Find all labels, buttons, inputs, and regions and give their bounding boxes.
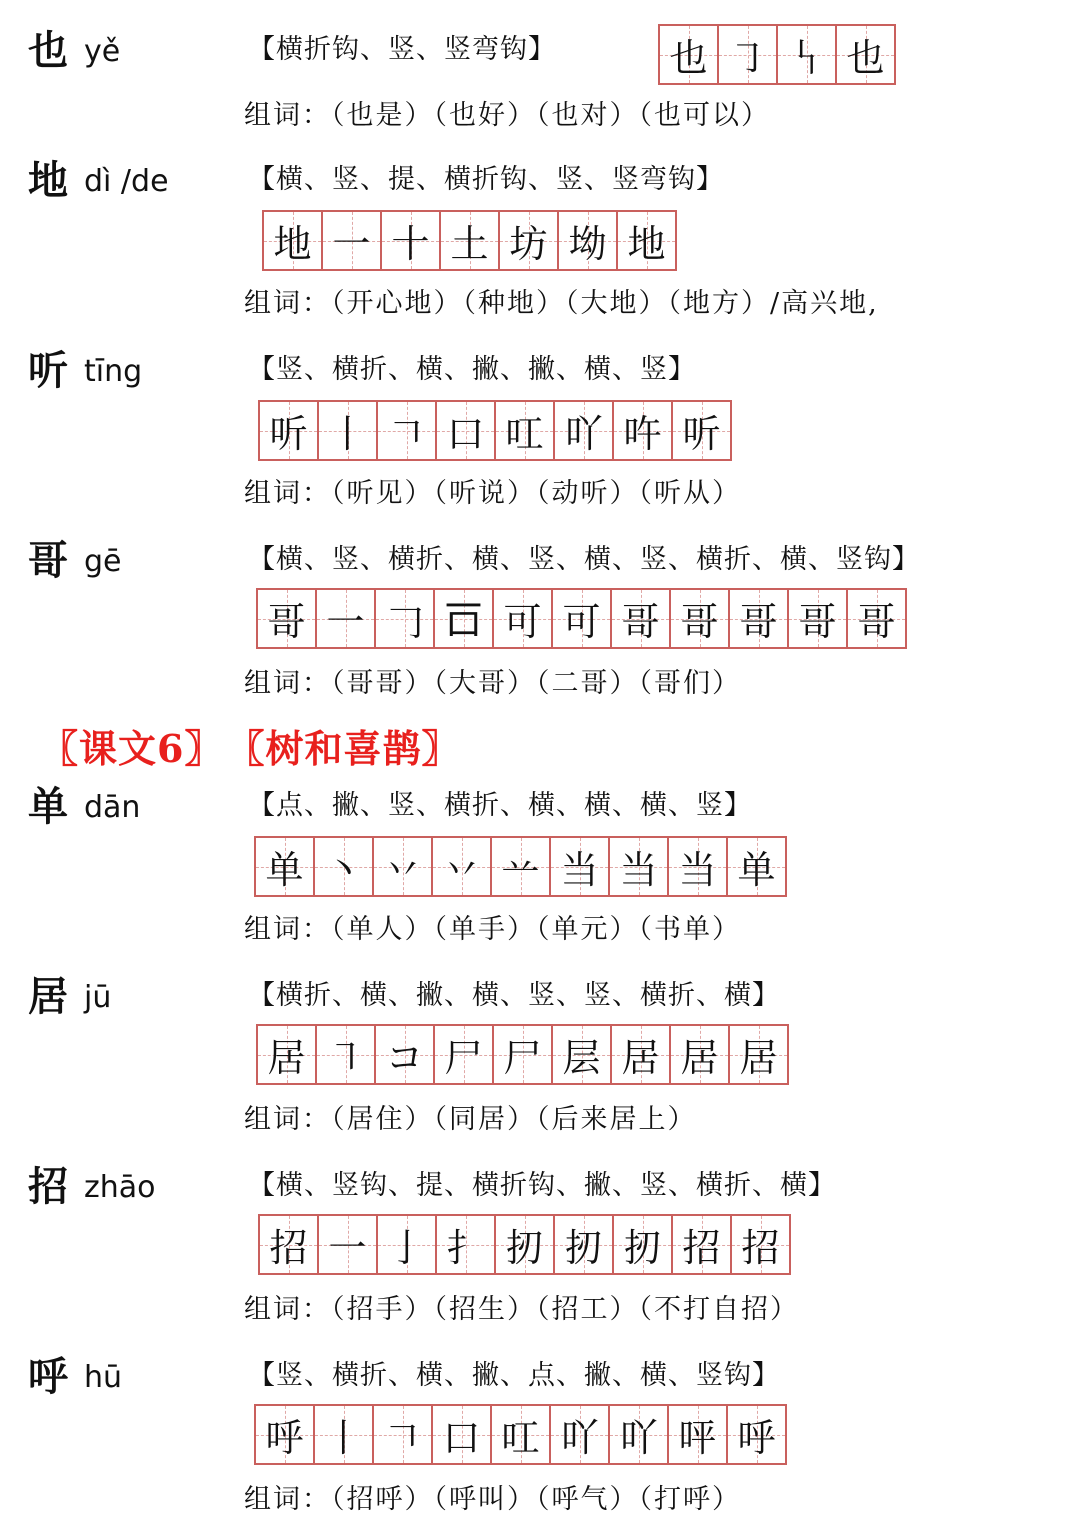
character: 也	[28, 27, 68, 74]
grid-cell: 也	[660, 26, 717, 83]
stroke-grid	[258, 1214, 791, 1275]
grid-cell: 呼	[726, 1406, 785, 1463]
character: 居	[28, 973, 68, 1020]
grid-cell: 可	[551, 590, 610, 647]
grid-cell: 扨	[553, 1216, 612, 1273]
grid-cell: 丷	[431, 838, 490, 895]
grid-cell: 叿	[490, 1406, 549, 1463]
grid-cell: コ	[374, 1026, 433, 1083]
grid-cell: 𠃌	[374, 590, 433, 647]
grid-cell: 招	[671, 1216, 730, 1273]
grid-cell: 当	[549, 838, 608, 895]
grid-cell: 地	[616, 212, 675, 269]
stroke-order: 【横折、横、撇、横、竖、竖、横折、横】	[248, 980, 780, 1011]
character: 呼	[28, 1353, 68, 1400]
stroke-grid	[256, 1024, 789, 1085]
grid-cell: 哥	[258, 590, 315, 647]
grid-cell: 一	[317, 1216, 376, 1273]
grid-cell: 丨	[317, 402, 376, 459]
grid-cell: 𠃑	[776, 26, 835, 83]
word-examples: 组词：（听见）（听说）（动听）（听从）	[244, 478, 741, 509]
grid-cell: 呯	[667, 1406, 726, 1463]
word-examples: 组词：（也是）（也好）（也对）（也可以）	[244, 100, 770, 131]
word-examples: 组词：（招呼）（呼叫）（呼气）（打呼）	[244, 1484, 741, 1515]
character: 哥	[28, 537, 68, 584]
stroke-order: 【竖、横折、横、撇、撇、横、竖】	[248, 354, 696, 385]
grid-cell: 地	[264, 212, 321, 269]
grid-cell: 哥	[787, 590, 846, 647]
grid-cell: 尸	[433, 1026, 492, 1083]
grid-cell: 𠮛	[433, 590, 492, 647]
grid-cell: 居	[669, 1026, 728, 1083]
grid-cell: 尸	[492, 1026, 551, 1083]
grid-cell: 单	[726, 838, 785, 895]
grid-cell: 哥	[610, 590, 669, 647]
pinyin: hū	[84, 1360, 123, 1395]
grid-cell: 听	[260, 402, 317, 459]
word-examples: 组词：（开心地）（种地）（大地）（地方）/高兴地,	[244, 288, 879, 319]
grid-cell: 当	[667, 838, 726, 895]
stroke-grid	[256, 588, 907, 649]
lesson-title: 〖树和喜鹊〗	[245, 726, 461, 771]
grid-cell: ㇆	[717, 26, 776, 83]
lesson-label: 〖课文6〗	[40, 726, 224, 771]
stroke-order: 【点、撇、竖、横折、横、横、横、竖】	[248, 790, 752, 821]
grid-cell: 层	[551, 1026, 610, 1083]
grid-cell: 𠃍	[376, 402, 435, 459]
grid-cell: 口	[431, 1406, 490, 1463]
grid-cell: 听	[671, 402, 730, 459]
stroke-order: 【横、竖、提、横折钩、竖、竖弯钩】	[248, 164, 724, 195]
grid-cell: 口	[435, 402, 494, 459]
grid-cell: 吖	[553, 402, 612, 459]
grid-cell: 居	[728, 1026, 787, 1083]
grid-cell: 扌	[435, 1216, 494, 1273]
word-examples: 组词：（哥哥）（大哥）（二哥）（哥们）	[244, 668, 741, 699]
grid-cell: 亅	[376, 1216, 435, 1273]
stroke-order: 【横、竖钩、提、横折钩、撇、竖、横折、横】	[248, 1170, 836, 1201]
grid-cell: 单	[256, 838, 313, 895]
grid-cell: 招	[260, 1216, 317, 1273]
stroke-grid	[258, 400, 732, 461]
grid-cell: 丷	[372, 838, 431, 895]
word-examples: 组词：（招手）（招生）（招工）（不打自招）	[244, 1294, 799, 1325]
grid-cell: 坊	[498, 212, 557, 269]
grid-cell: 哥	[669, 590, 728, 647]
grid-cell: 扨	[612, 1216, 671, 1273]
grid-cell: 吘	[612, 402, 671, 459]
grid-cell: 呼	[256, 1406, 313, 1463]
grid-cell: 哥	[846, 590, 905, 647]
grid-cell: 吖	[549, 1406, 608, 1463]
grid-cell: 也	[835, 26, 894, 83]
pinyin: dān	[84, 790, 141, 825]
grid-cell: 一	[321, 212, 380, 269]
pinyin: dì /de	[84, 164, 169, 199]
stroke-order: 【横折钩、竖、竖弯钩】	[248, 34, 556, 65]
grid-cell: 叿	[494, 402, 553, 459]
word-examples: 组词：（单人）（单手）（单元）（书单）	[244, 914, 741, 945]
stroke-order: 【横、竖、横折、横、竖、横、竖、横折、横、竖钩】	[248, 544, 920, 575]
character: 招	[28, 1163, 68, 1210]
grid-cell: 丶	[313, 838, 372, 895]
pinyin: jū	[84, 980, 112, 1015]
grid-cell: 十	[380, 212, 439, 269]
section-header	[40, 718, 482, 773]
grid-cell: 当	[608, 838, 667, 895]
word-examples: 组词：（居住）（同居）（后来居上）	[244, 1104, 697, 1135]
character: 听	[28, 347, 68, 394]
grid-cell: 丨	[313, 1406, 372, 1463]
stroke-grid	[658, 24, 896, 85]
pinyin: yě	[84, 34, 121, 69]
stroke-grid	[254, 836, 787, 897]
grid-cell: 哥	[728, 590, 787, 647]
pinyin: zhāo	[84, 1170, 156, 1205]
grid-cell: 坳	[557, 212, 616, 269]
grid-cell: 土	[439, 212, 498, 269]
grid-cell: 扨	[494, 1216, 553, 1273]
grid-cell: 招	[730, 1216, 789, 1273]
stroke-grid	[254, 1404, 787, 1465]
grid-cell: 一	[315, 590, 374, 647]
grid-cell: 吖	[608, 1406, 667, 1463]
grid-cell: 䒑	[490, 838, 549, 895]
character: 地	[28, 157, 68, 204]
grid-cell: 𠃍	[372, 1406, 431, 1463]
grid-cell: 居	[610, 1026, 669, 1083]
grid-cell: 居	[258, 1026, 315, 1083]
pinyin: gē	[84, 544, 122, 579]
stroke-order: 【竖、横折、横、撇、点、撇、横、竖钩】	[248, 1360, 780, 1391]
stroke-grid	[262, 210, 677, 271]
grid-cell: 可	[492, 590, 551, 647]
character: 单	[28, 783, 68, 830]
pinyin: tīng	[84, 354, 143, 389]
grid-cell: ㇕	[315, 1026, 374, 1083]
